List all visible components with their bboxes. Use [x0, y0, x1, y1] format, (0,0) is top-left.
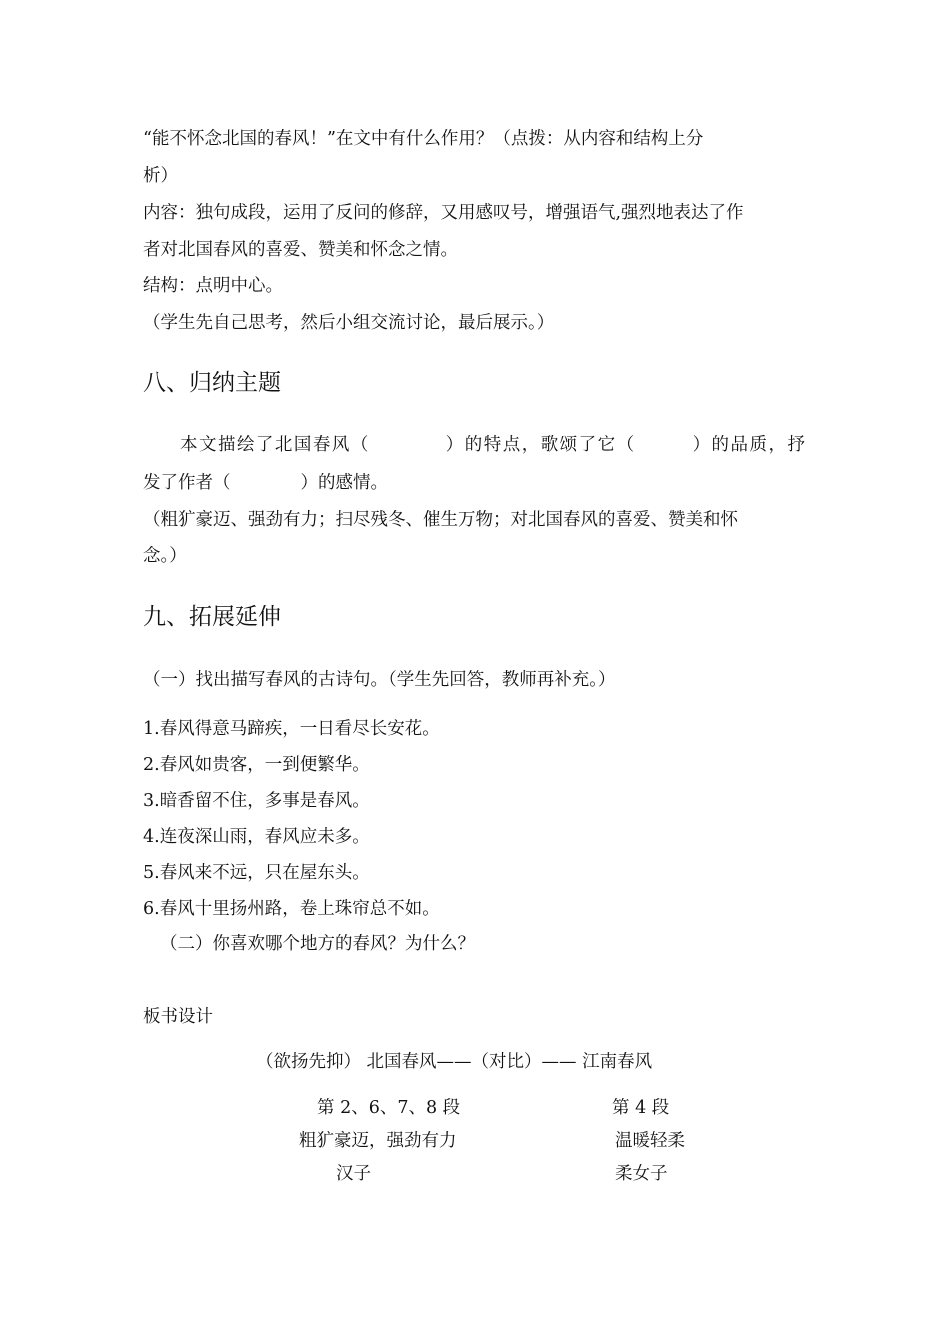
poem-line: 4.连夜深山雨，春风应未多。 — [143, 827, 370, 847]
answer-line-2: 念。） — [143, 546, 187, 566]
fill-blank-line-2: 发了作者（ ）的感情。 — [143, 473, 388, 493]
content-line-2: 者对北国春风的喜爱、赞美和怀念之情。 — [143, 240, 458, 260]
south-image: 柔女子 — [615, 1164, 668, 1184]
structure-line: 结构：点明中心。 — [143, 276, 283, 296]
board-design-header: （欲扬先抑） 北国春风——（对比）—— 江南春风 — [256, 1052, 653, 1072]
poem-line: 3.暗香留不住，多事是春风。 — [143, 791, 370, 811]
question-line-1: “能不怀念北国的春风！”在文中有什么作用？（点拨：从内容和结构上分 — [143, 129, 704, 149]
poem-line: 5.春风来不远，只在屋东头。 — [143, 863, 370, 883]
part-one-prompt: （一）找出描写春风的古诗句。（学生先回答，教师再补充。） — [143, 670, 616, 690]
north-traits: 粗犷豪迈，强劲有力 — [299, 1131, 457, 1151]
content-line-1: 内容：独句成段，运用了反问的修辞，又用感叹号，增强语气,强烈地表达了作 — [143, 203, 744, 223]
heading-summarize-theme: 八、归纳主题 — [143, 370, 281, 396]
answer-line-1: （粗犷豪迈、强劲有力；扫尽残冬、催生万物；对北国春风的喜爱、赞美和怀 — [143, 510, 738, 530]
poem-line: 2.春风如贵客，一到便繁华。 — [143, 755, 370, 775]
board-design-title: 板书设计 — [143, 1007, 213, 1027]
north-image: 汉子 — [336, 1164, 371, 1184]
heading-extension: 九、拓展延伸 — [143, 604, 281, 630]
question-line-2: 析） — [143, 166, 178, 186]
discussion-note: （学生先自己思考，然后小组交流讨论，最后展示。） — [143, 313, 555, 333]
fill-blank-line-1: 本文描绘了北国春风（ ）的特点，歌颂了它（ ）的品质，抒 — [180, 435, 805, 455]
poem-line: 6.春风十里扬州路，卷上珠帘总不如。 — [143, 899, 440, 919]
poem-line: 1.春风得意马蹄疾，一日看尽长安花。 — [143, 719, 440, 739]
south-paragraphs: 第 4 段 — [612, 1098, 670, 1118]
north-paragraphs: 第 2、6、7、8 段 — [317, 1098, 461, 1118]
part-two-prompt: （二）你喜欢哪个地方的春风？为什么？ — [160, 934, 475, 954]
south-traits: 温暖轻柔 — [615, 1131, 685, 1151]
